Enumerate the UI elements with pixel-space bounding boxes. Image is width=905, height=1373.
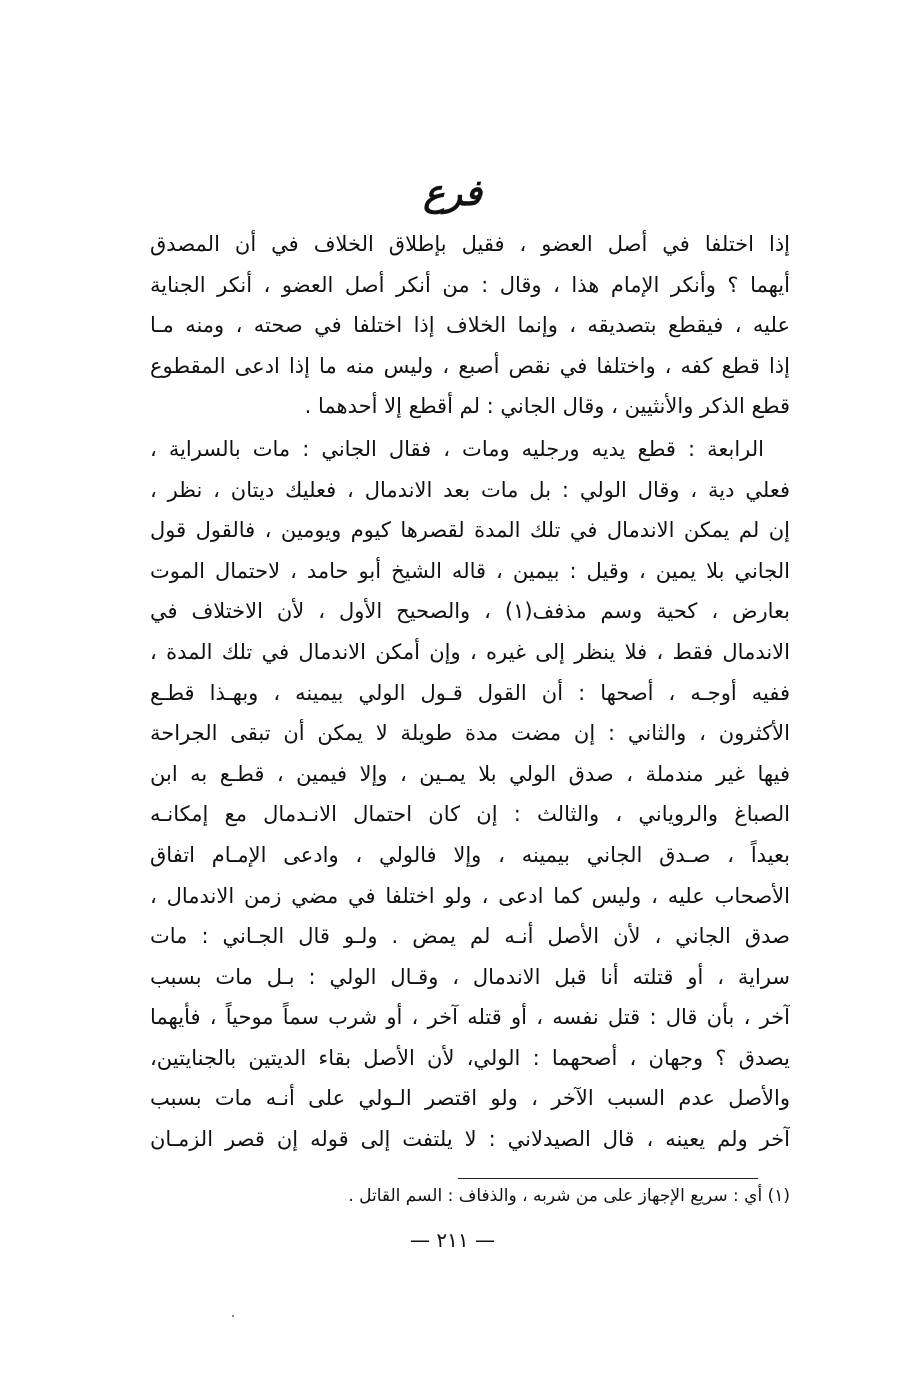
text-line: آخر ، بأن قال : قتل نفسه ، أو قتله آخر ، أو شرب سماً موحياً ، فأيهما <box>150 1005 790 1030</box>
text-line: أيهما ؟ وأنكر الإمام هذا ، وقال : من أنكر أصل العضو ، أنكر الجناية <box>150 272 790 297</box>
text-line: الأصحاب عليه ، وليس كما ادعى ، ولو اختلفا في مضي زمن الاندمال ، <box>150 883 790 908</box>
text-line: صدق الجاني ، لأن الأصل أنـه لم يمض . ولـو قال الجـاني : مات <box>150 924 790 949</box>
text-line: آخر ولم يعينه ، قال الصيدلاني : لا يلتفت إلى قوله إن قصر الزمـان <box>150 1127 790 1152</box>
text-line: الجاني بلا يمين ، وقيل : بيمين ، قاله الشيخ أبو حامد ، لاحتمال الموت <box>150 558 790 583</box>
text-line: فيها غير مندملة ، صدق الولي بلا يمـين ، وإلا فيمين ، قطـع به ابن <box>150 761 790 786</box>
page-number: — ٢١١ — <box>410 1228 495 1252</box>
text-line: قطع الذكر والأنثيين ، وقال الجاني : لم أقطع إلا أحدهما . <box>304 394 790 419</box>
scan-speck <box>232 1315 234 1317</box>
body-text <box>150 224 790 1160</box>
text-line: الاندمال فقط ، فلا ينظر إلى غيره ، وإن أمكن الاندمال في تلك المدة ، <box>150 639 790 664</box>
text-line: الرابعة : قطع يديه ورجليه ومات ، فقال الجاني : مات بالسراية ، <box>150 436 764 461</box>
section-heading: فرع <box>423 172 482 214</box>
text-line: يصدق ؟ وجهان ، أصحهما : الولي، لأن الأصل بقاء الديتين بالجنايتين، <box>150 1045 790 1070</box>
text-line: بعيداً ، صـدق الجاني بيمينه ، وإلا فالولي ، وادعى الإمـام اتفاق <box>150 842 790 867</box>
text-line: إذا اختلفا في أصل العضو ، فقيل بإطلاق الخلاف في أن المصدق <box>150 232 790 256</box>
text-line: فعلي دية ، وقال الولي : بل مات بعد الاندمال ، فعليك ديتان ، نظر ، <box>150 477 790 502</box>
footnote: (١) أي : سريع الإجهاز على من شربه ، والذفاف : السم القاتل . <box>348 1186 790 1206</box>
text-line: الأكثرون ، والثاني : إن مضت مدة طويلة لا يمكن أن تبقى الجراحة <box>150 721 790 746</box>
text-line: إذا قطع كفه ، واختلفا في نقص أصبع ، وليس منه ما إذا ادعى المقطوع <box>150 353 790 378</box>
footnote-divider <box>458 1178 758 1179</box>
text-line: والأصل عدم السبب الآخر ، ولو اقتصر الـولي على أنـه مات بسبب <box>150 1086 790 1111</box>
text-line: بعارض ، كحية وسم مذفف(١) ، والصحيح الأول ، لأن الاختلاف في <box>150 599 790 624</box>
text-line: ففيه أوجـه ، أصحها : أن القول قـول الولي بيمينه ، وبهـذا قطـع <box>150 680 790 705</box>
text-line: عليه ، فيقطع بتصديقه ، وإنما الخلاف إذا اختلفا في صحته ، ومنه مـا <box>150 313 790 338</box>
text-line: إن لم يمكن الاندمال في تلك المدة لقصرها كيوم ويومين ، فالقول قول <box>150 518 790 543</box>
text-line: سراية ، أو قتلته أنا قبل الاندمال ، وقـال الولي : بـل مات بسبب <box>150 964 790 989</box>
text-line: الصباغ والروياني ، والثالث : إن كان احتمال الانـدمال مع إمكانـه <box>150 802 790 827</box>
